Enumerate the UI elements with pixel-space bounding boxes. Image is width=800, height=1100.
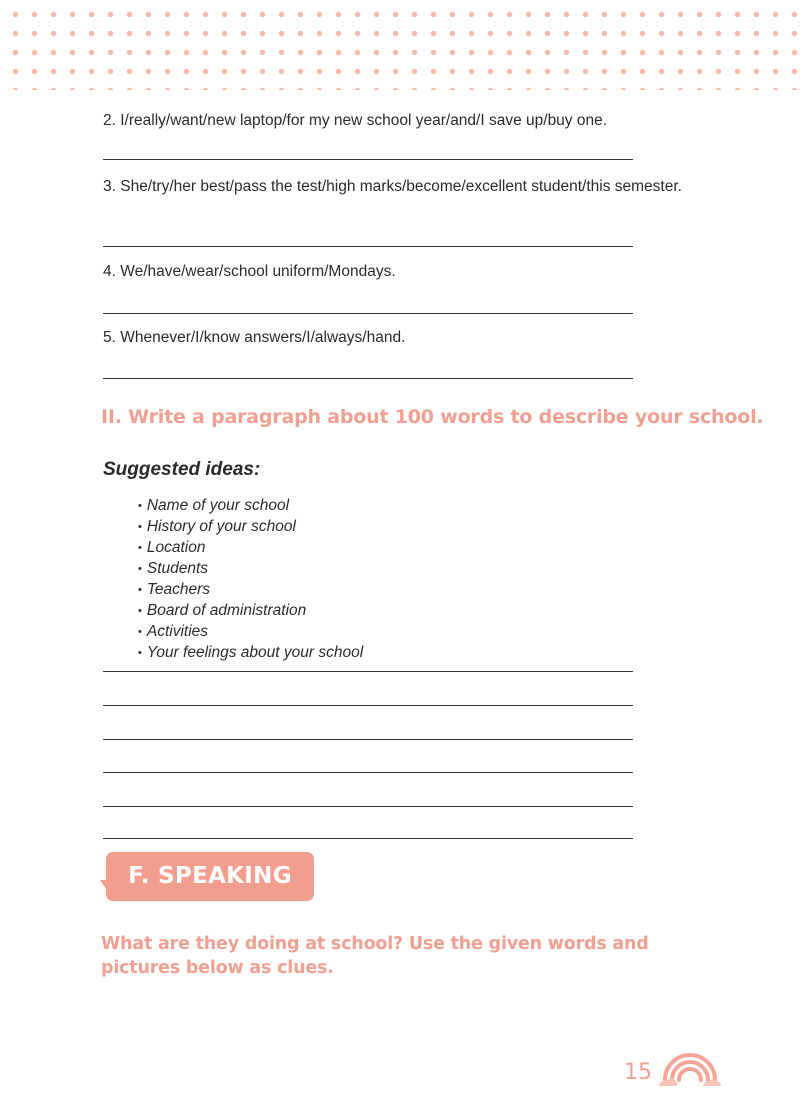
writing-line-1[interactable] bbox=[103, 671, 633, 672]
exercise-text: 4. We/have/wear/school uniform/Mondays. bbox=[103, 263, 396, 280]
list-item: • Location bbox=[138, 538, 363, 559]
list-item: • Students bbox=[138, 559, 363, 580]
dotted-header-decoration bbox=[0, 0, 800, 90]
writing-line-6[interactable] bbox=[103, 838, 633, 839]
page-number: 15 bbox=[624, 1060, 652, 1085]
exercise-text: 3. She/try/her best/pass the test/high marks/become/excellent student/this semester. bbox=[103, 178, 682, 195]
list-item: • Your feelings about your school bbox=[138, 643, 363, 664]
list-item: • Activities bbox=[138, 622, 363, 643]
writing-section-heading: II. Write a paragraph about 100 words to describe your school. bbox=[101, 406, 764, 428]
list-item: • Teachers bbox=[138, 580, 363, 601]
suggested-ideas-list bbox=[138, 496, 363, 664]
exercise-text: 5. Whenever/I/know answers/I/always/hand. bbox=[103, 329, 406, 346]
list-item: • History of your school bbox=[138, 517, 363, 538]
exercise-item-2 bbox=[103, 110, 689, 132]
writing-line-3[interactable] bbox=[103, 739, 633, 740]
suggested-ideas-title: Suggested ideas: bbox=[103, 459, 261, 480]
answer-line-3[interactable] bbox=[103, 246, 633, 247]
speaking-badge-label: F. SPEAKING bbox=[128, 863, 292, 889]
answer-line-5[interactable] bbox=[103, 378, 633, 379]
list-item: • Board of administration bbox=[138, 601, 363, 622]
exercise-item-3 bbox=[103, 176, 689, 198]
writing-line-2[interactable] bbox=[103, 705, 633, 706]
speaking-section-badge bbox=[106, 852, 314, 901]
answer-line-4[interactable] bbox=[103, 313, 633, 314]
writing-line-4[interactable] bbox=[103, 772, 633, 773]
exercise-text: 2. I/really/want/new laptop/for my new school year/and/I save up/buy one. bbox=[103, 112, 608, 129]
exercise-item-5 bbox=[103, 327, 689, 349]
rainbow-icon bbox=[657, 1038, 723, 1090]
answer-line-2[interactable] bbox=[103, 159, 633, 160]
exercise-item-4 bbox=[103, 261, 689, 283]
writing-line-5[interactable] bbox=[103, 806, 633, 807]
list-item: • Name of your school bbox=[138, 496, 363, 517]
speaking-prompt: What are they doing at school? Use the given words and pictures below as clues. bbox=[101, 934, 649, 978]
